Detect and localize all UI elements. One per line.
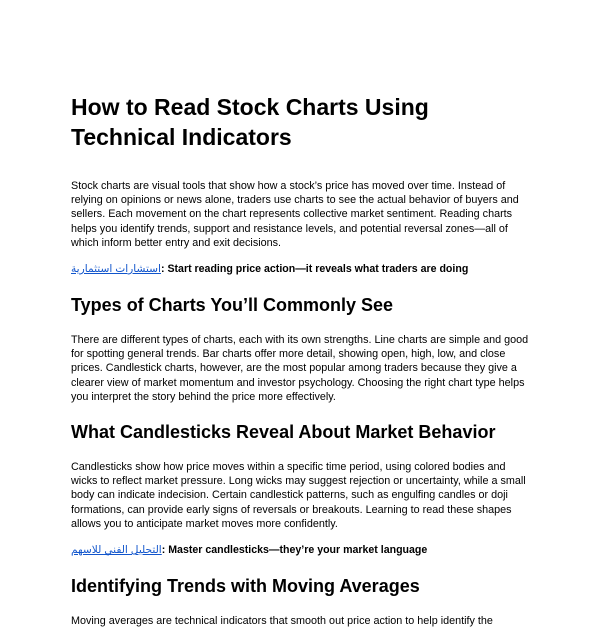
section-body-chart-types: There are different types of charts, each with its own strengths. Line charts are simple and good for spotting general trends. Bar charts offer more detail, showing open, high, low, and close prices. Candlestick charts, however, are the most popular among traders because they give a clearer view of market momentum and investor psychology. Choosing the right chart type helps you interpret the story behind the price more effectively.: [71, 334, 529, 403]
article: [71, 92, 531, 628]
cta-text-1: : Start reading price action—it reveals what traders are doing: [160, 263, 469, 276]
cta-line-1: [71, 262, 531, 276]
cta-text-2: : Master candlesticks—they’re your market language: [161, 544, 428, 557]
technical-analysis-link[interactable]: التحليل الفني للاسهم: [71, 544, 162, 557]
section-heading-candlesticks: What Candlesticks Reveal About Market Behavior: [71, 422, 496, 443]
cta-line-2: [71, 543, 531, 557]
section-body-candlesticks: Candlesticks show how price moves within a specific time period, using colored bodies and wicks to reflect market pressure. Long wicks may suggest rejection or uncertainty, while a small body can indicate indecision. Certain candlestick patterns, such as engulfing candles or doji formations, can provide early signs of reversals or breakouts. Learning to read these shapes allows you to anticipate market moves more confidently.: [71, 461, 526, 530]
section-heading-moving-averages: Identifying Trends with Moving Averages: [71, 576, 420, 597]
page-title: How to Read Stock Charts Using Technical Indicators: [71, 94, 429, 150]
section-heading-chart-types: Types of Charts You’ll Commonly See: [71, 295, 394, 316]
investment-consulting-link[interactable]: استشارات استثمارية: [71, 263, 161, 276]
section-body-moving-averages: Moving averages are technical indicators that smooth out price action to help identify the: [71, 615, 493, 628]
intro-paragraph: Stock charts are visual tools that show how a stock’s price has moved over time. Instead of relying on opinions or news alone, traders use charts to see the actual behavior of buyers and sellers. Each movement on the chart represents collective market sentiment. Reading charts helps you identify trends, support and resistance levels, and potential reversal zones—all of which inform better entry and exit decisions.: [71, 180, 519, 249]
